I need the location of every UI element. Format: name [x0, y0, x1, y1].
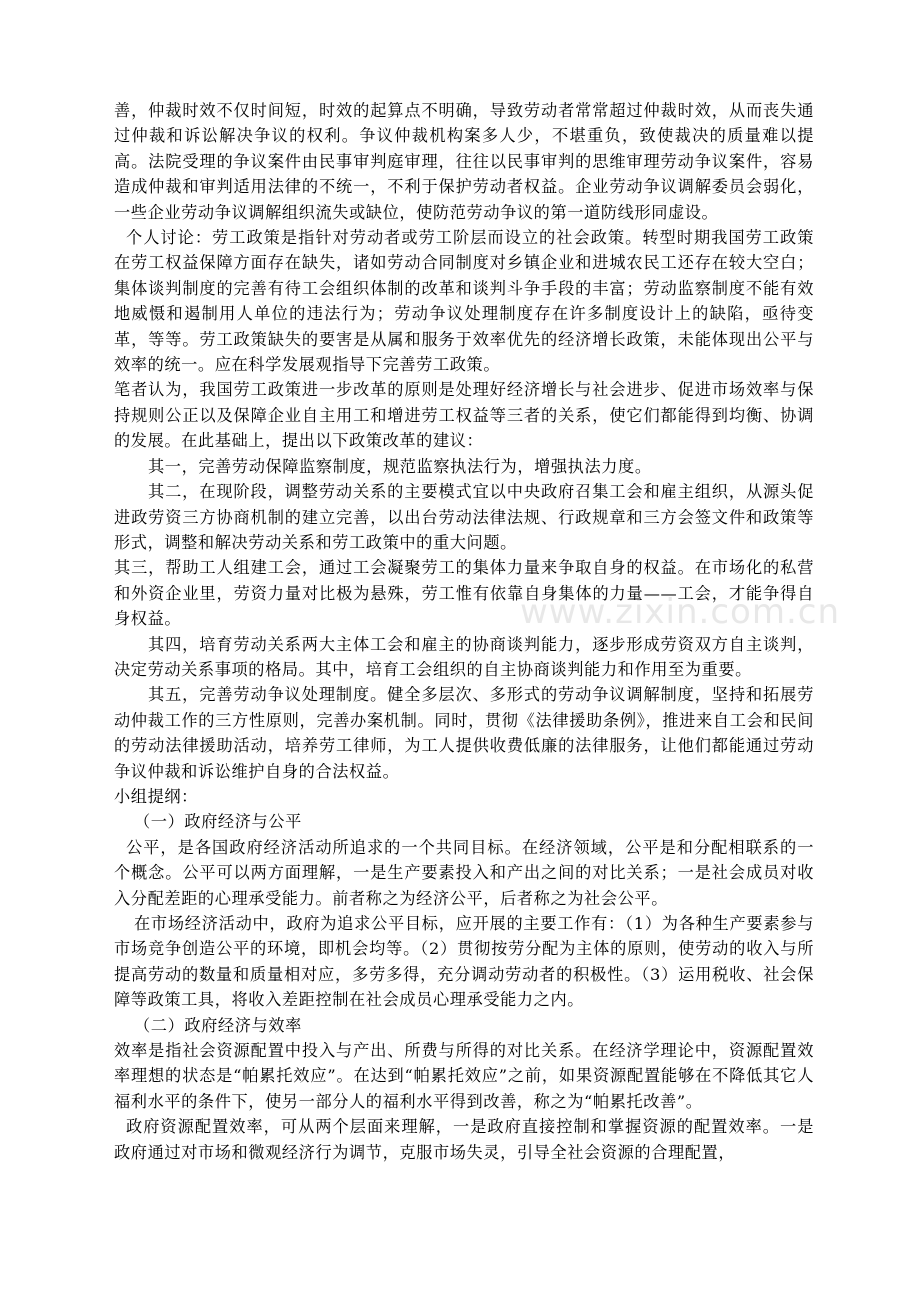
heading-section-efficiency: （二）政府经济与效率 [134, 1015, 302, 1035]
heading-section-fairness: （一）政府经济与公平 [134, 812, 302, 832]
paragraph-suggestion-3: 其三，帮助工人组建工会，通过工会凝聚劳工的集体力量来争取自身的权益。在市场化的私营和外资企业里，劳资力量对比极为悬殊，劳工惟有依靠自身集体的力量——工会，才能争得自身权益。 [114, 558, 814, 629]
paragraph-suggestion-4: 其四，培育劳动关系两大主体工会和雇主的协商谈判能力，逐步形成劳资双方自主谈判，决定劳动关系事项的格局。其中，培育工会组织的自主协商谈判能力和作用至为重要。 [114, 634, 814, 679]
paragraph-fairness-work: 在市场经济活动中，政府为追求公平目标，应开展的主要工作有：（1）为各种生产要素参与市场竞争创造公平的环境，即机会均等。（2）贯彻按劳分配为主体的原则，使劳动的收入与所提高劳动的数量和质量相对应，多劳多得，充分调动劳动者的积极性。（3）运用税收、社会保障等政策工具，将收入差距控制在社会成员心理承受能力之内。 [114, 914, 814, 1010]
paragraph-author-opinion: 笔者认为，我国劳工政策进一步改革的原则是处理好经济增长与社会进步、促进市场效率与保持规则公正以及保障企业自主用工和增进劳工权益等三者的关系，使它们都能得到均衡、协调的发展。在此基础上，提出以下政策改革的建议： [114, 380, 814, 451]
watermark: www.zixin.com.cn [520, 592, 840, 632]
paragraph-fairness: 公平，是各国政府经济活动所追求的一个共同目标。在经济领域，公平是和分配相联系的一个概念。公平可以两方面理解，一是生产要素投入和产出之间的对比关系；一是社会成员对收入分配差距的心理承受能力。前者称之为经济公平，后者称之为社会公平。 [114, 837, 814, 908]
paragraph-arbitration-issues: 善，仲裁时效不仅时间短，时效的起算点不明确，导致劳动者常常超过仲裁时效，从而丧失通过仲裁和诉讼解决争议的权利。争议仲裁机构案多人少，不堪重负，致使裁决的质量难以提高。法院受理的争议案件由民事审判庭审理，往往以民事审判的思维审理劳动争议案件，容易造成仲裁和审判适用法律的不统一，不利于保护劳动者权益。企业劳动争议调解委员会弱化，一些企业劳动争议调解组织流失或缺位，使防范劳动争议的第一道防线形同虚设。 [114, 101, 814, 222]
paragraph-resource-efficiency: 政府资源配置效率，可从两个层面来理解，一是政府直接控制和掌握资源的配置效率。一是政府通过对市场和微观经济行为调节，克服市场失灵，引导全社会资源的合理配置， [114, 1117, 814, 1162]
paragraph-suggestion-5: 其五，完善劳动争议处理制度。健全多层次、多形式的劳动争议调解制度，坚持和拓展劳动仲裁工作的三方性原则，完善办案机制。同时，贯彻《法律援助条例》，推进来自工会和民间的劳动法律援助活动，培养劳工律师，为工人提供收费低廉的法律服务，让他们都能通过劳动争议仲裁和诉讼维护自身的合法权益。 [114, 685, 814, 781]
paragraph-efficiency: 效率是指社会资源配置中投入与产出、所费与所得的对比关系。在经济学理论中，资源配置效率理想的状态是“帕累托效应”。在达到“帕累托效应”之前，如果资源配置能够在不降低其它人福利水平的条件下，使另一部分人的福利水平得到改善，称之为“帕累托改善”。 [114, 1041, 814, 1111]
paragraph-suggestion-1: 其一，完善劳动保障监察制度，规范监察执法行为，增强执法力度。 [148, 456, 652, 476]
paragraph-suggestion-2: 其二，在现阶段，调整劳动关系的主要模式宜以中央政府召集工会和雇主组织，从源头促进政劳资三方协商机制的建立完善，以出台劳动法律法规、行政规章和三方会签文件和政策等形式，调整和解决劳动关系和劳工政策中的重大问题。 [114, 482, 814, 552]
heading-group-outline: 小组提纲： [114, 786, 198, 806]
document-body [114, 98, 814, 1165]
paragraph-personal-discussion: 个人讨论：劳工政策是指针对劳动者或劳工阶层而设立的社会政策。转型时期我国劳工政策在劳工权益保障方面存在缺失，诸如劳动合同制度对乡镇企业和进城农民工还存在较大空白；集体谈判制度的完善有待工会组织体制的改革和谈判斗争手段的丰富；劳动监察制度不能有效地威慑和遏制用人单位的违法行为；劳动争议处理制度存在许多制度设计上的缺陷，亟待变革，等等。劳工政策缺失的要害是从属和服务于效率优先的经济增长政策，未能体现出公平与效率的统一。应在科学发展观指导下完善劳工政策。 [114, 228, 814, 375]
